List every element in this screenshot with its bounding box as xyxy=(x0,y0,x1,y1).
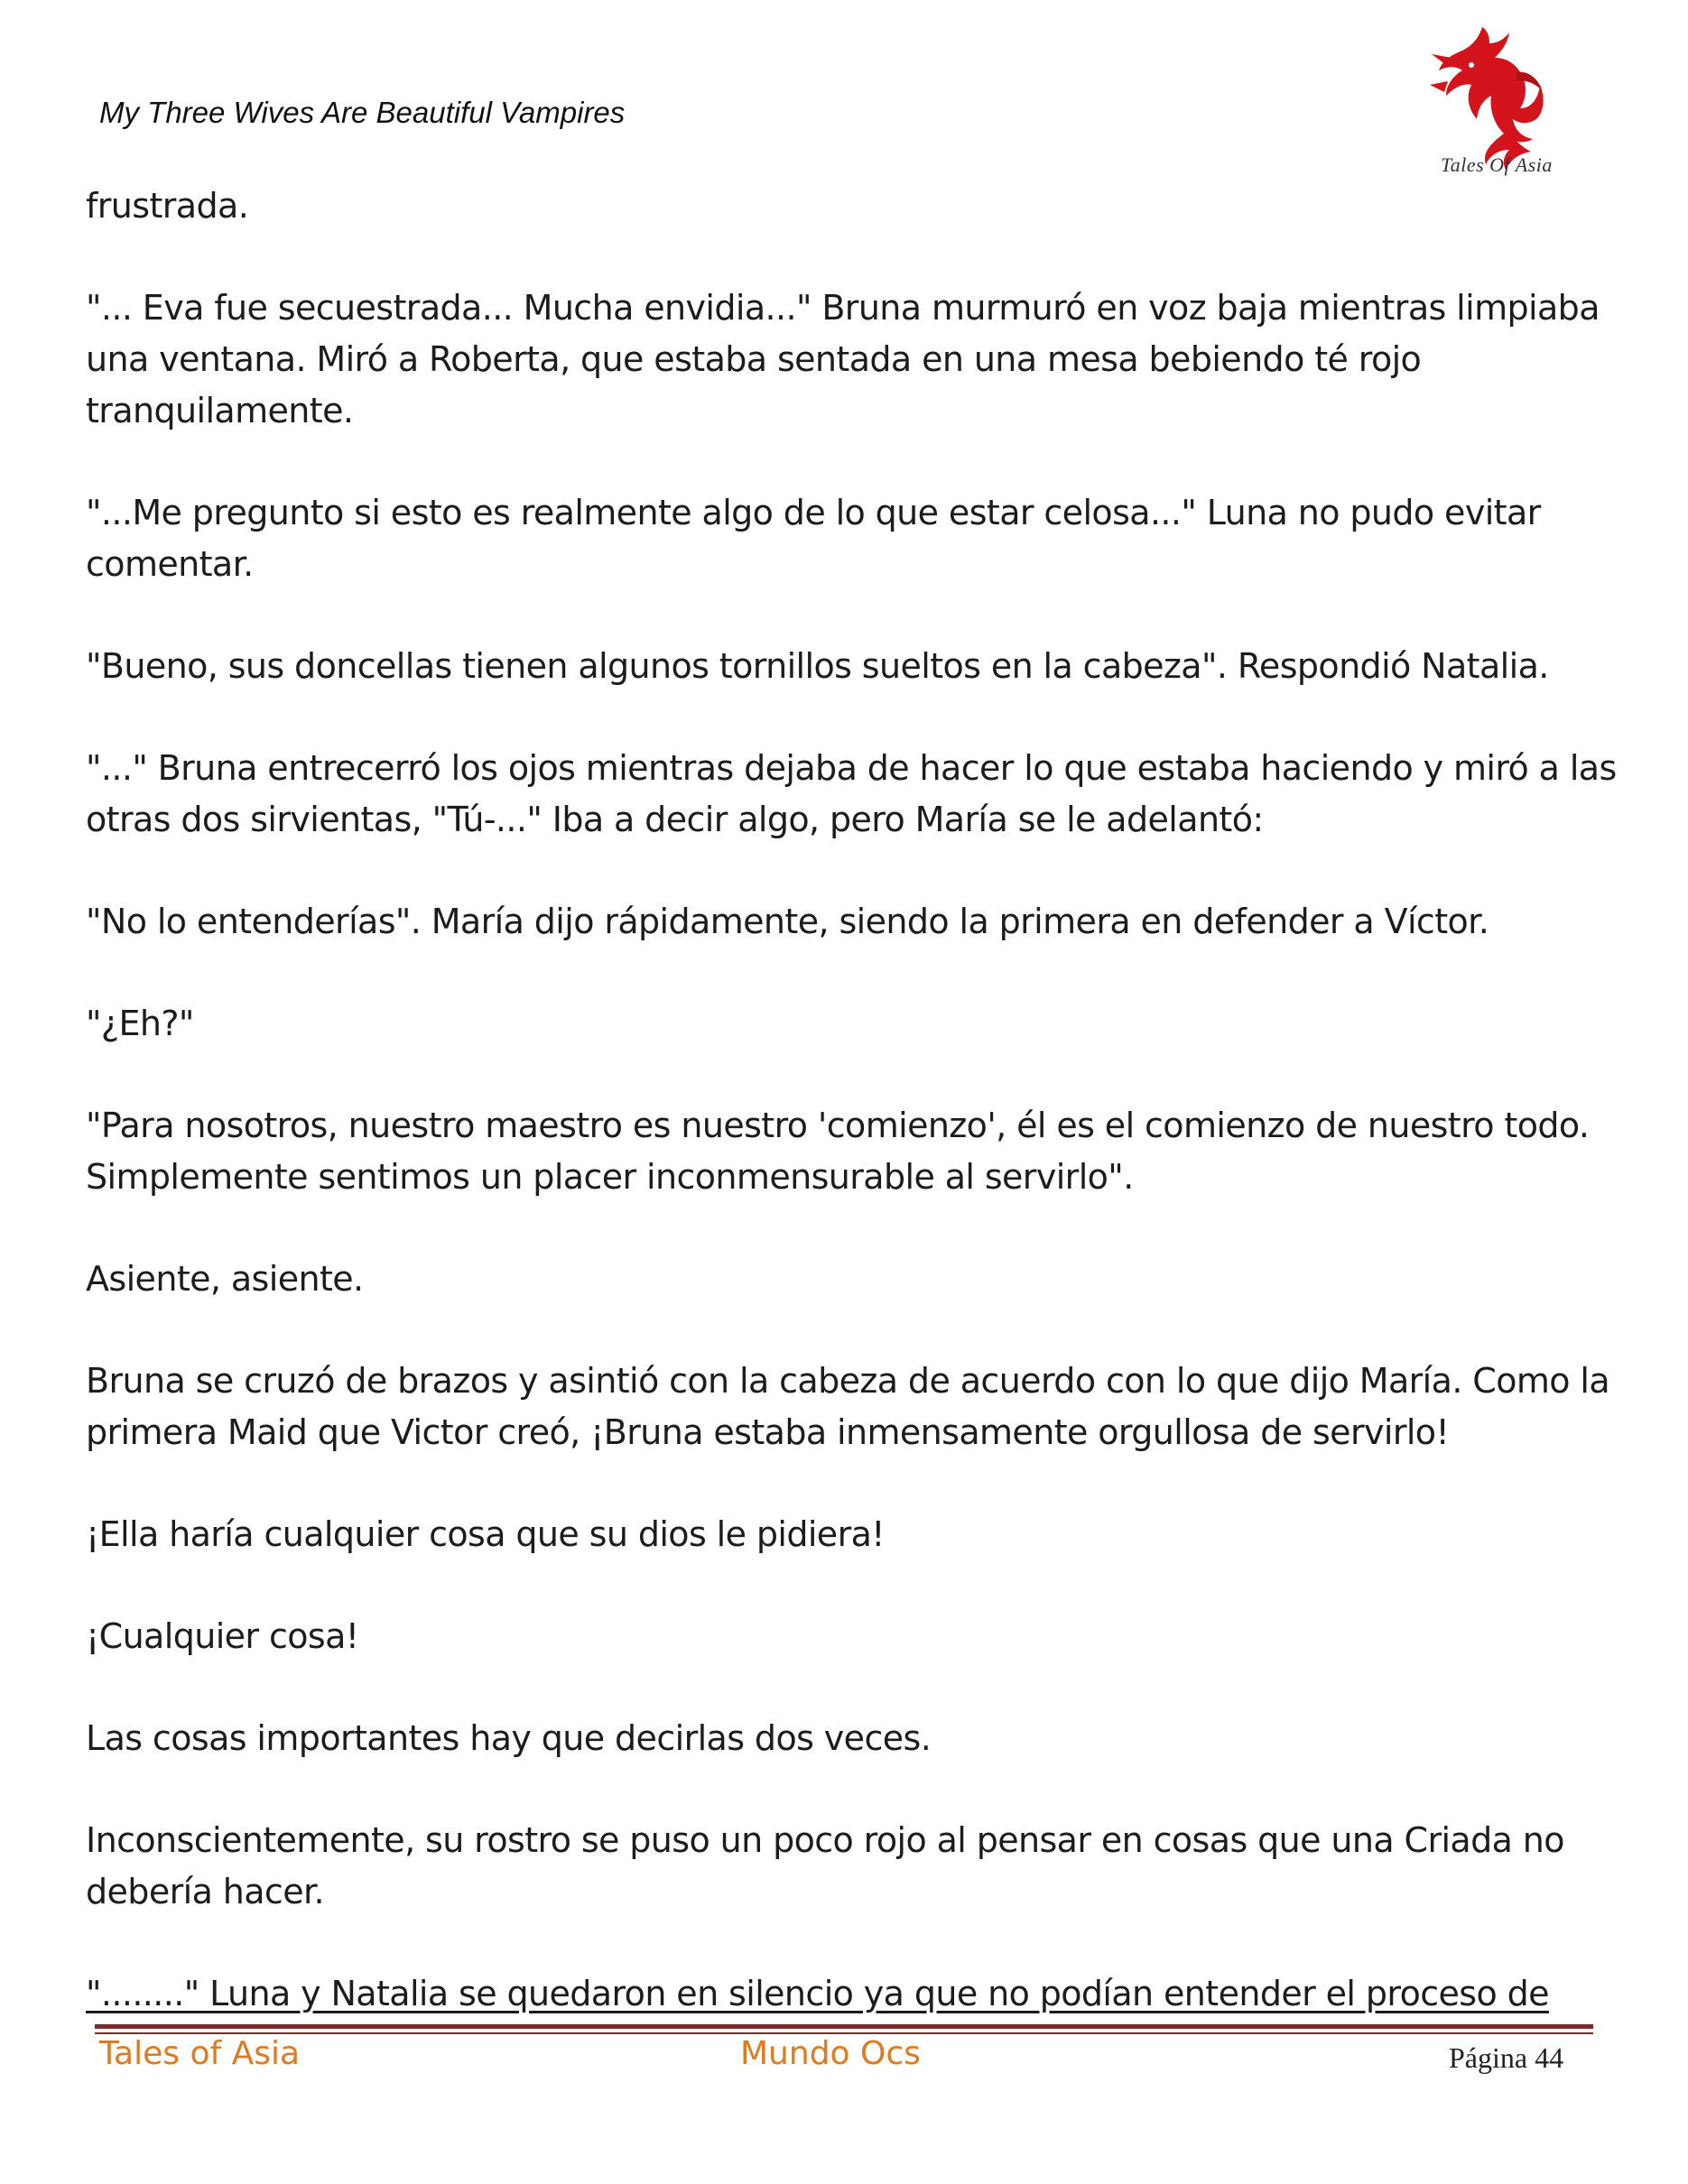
chapter-body xyxy=(86,180,1620,2020)
paragraph: ¡Ella haría cualquier cosa que su dios le pidiera! xyxy=(86,1514,885,1554)
footer-section: Mundo Ocs xyxy=(740,2035,921,2072)
document-title: My Three Wives Are Beautiful Vampires xyxy=(99,96,626,129)
page-number: Página 44 xyxy=(1449,2041,1564,2074)
paragraph: "........" Luna y Natalia se quedaron en silencio ya que no podían entender el proceso de xyxy=(86,1974,1549,2013)
paragraph: Las cosas importantes hay que decirlas dos veces. xyxy=(86,1718,932,1758)
paragraph: Inconscientemente, su rostro se puso un poco rojo al pensar en cosas que una Criada no debería hacer. xyxy=(86,1820,1564,1911)
paragraph: Asiente, asiente. xyxy=(86,1259,364,1299)
paragraph: "...Me pregunto si esto es realmente algo de lo que estar celosa..." Luna no pudo evitar comentar. xyxy=(86,493,1541,584)
footer-publisher: Tales of Asia xyxy=(99,2035,301,2072)
footer-divider-thin xyxy=(95,2032,1593,2034)
paragraph: ¡Cualquier cosa! xyxy=(86,1616,359,1656)
footer-divider xyxy=(95,2024,1593,2029)
paragraph: Bruna se cruzó de brazos y asintió con la cabeza de acuerdo con lo que dijo María. Como la primera Maid que Victor creó, ¡Bruna estaba inmensamente orgullosa de servirlo! xyxy=(86,1361,1610,1452)
paragraph: frustrada. xyxy=(86,186,249,226)
paragraph: "No lo entenderías". María dijo rápidamente, siendo la primera en defender a Víctor. xyxy=(86,902,1489,941)
paragraph: "Bueno, sus doncellas tienen algunos tornillos sueltos en la cabeza". Respondió Natalia. xyxy=(86,646,1549,686)
paragraph: "Para nosotros, nuestro maestro es nuestro 'comienzo', él es el comienzo de nuestro todo. Simplemente sentimos un placer inconmensurable al servirlo". xyxy=(86,1106,1590,1197)
paragraph: "¿Eh?" xyxy=(86,1004,194,1043)
paragraph: "..." Bruna entrecerró los ojos mientras dejaba de hacer lo que estaba haciendo y miró a las otras dos sirvientas, "Tú-..." Iba a decir algo, pero María se le adelantó: xyxy=(86,748,1617,839)
paragraph: "... Eva fue secuestrada... Mucha envidia..." Bruna murmuró en voz baja mientras limpiaba una ventana. Miró a Roberta, que estaba sentada en una mesa bebiendo té rojo tranquilamente. xyxy=(86,288,1600,430)
logo-caption: Tales Of Asia xyxy=(1441,153,1553,176)
